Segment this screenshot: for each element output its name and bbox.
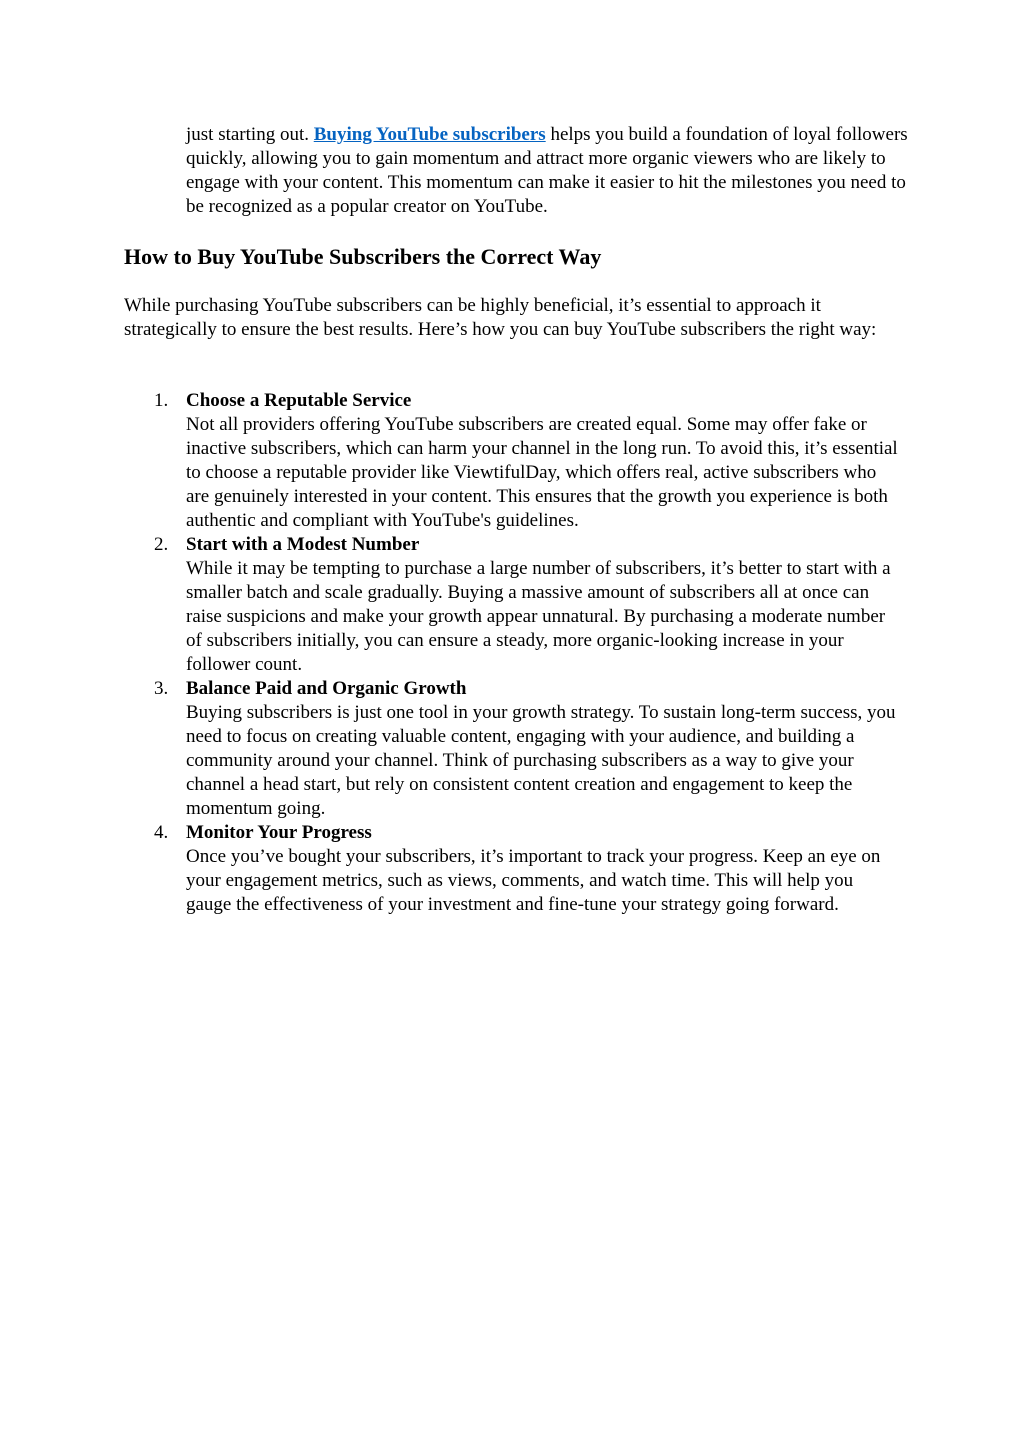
step-text: Not all providers offering YouTube subscribers are created equal. Some may offer fake or inactive subscribers, which can harm your channel in the long run. To avoid this, it’s essential to choose a reputable provider like ViewtifulDay, which offers real, active subscribers who are genuinely interested in your content. This ensures that the growth you experience is both authentic and compliant with YouTube's guidelines. — [186, 414, 898, 531]
step-title: Monitor Your Progress — [186, 822, 372, 843]
intro-lead-text: just starting out. — [186, 124, 314, 145]
list-item-step-4 — [124, 821, 924, 917]
step-text: Buying subscribers is just one tool in your growth strategy. To sustain long-term success, you need to focus on creating valuable content, engaging with your audience, and building a community around your channel. Think of purchasing subscribers as a way to give your channel a head start, but rely on consistent content creation and engagement to keep the momentum going. — [186, 702, 896, 819]
step-title: Balance Paid and Organic Growth — [186, 678, 467, 699]
intro-paragraph — [186, 123, 916, 219]
buying-youtube-subscribers-link[interactable]: Buying YouTube subscribers — [313, 124, 546, 145]
step-title: Choose a Reputable Service — [186, 390, 412, 411]
intro-rest-text: helps you build a foundation of loyal followers quickly, allowing you to gain momentum and attract more organic viewers who are likely to engage with your content. This momentum can make it easier to hit the milestones you need to be recognized as a popular creator on YouTube. — [186, 124, 908, 217]
section-lead-paragraph: While purchasing YouTube subscribers can be highly beneficial, it’s essential to approach it strategically to ensure the best results. Here’s how you can buy YouTube subscribers the right way: — [124, 295, 877, 340]
step-number: 3. — [154, 678, 169, 699]
steps-list — [124, 389, 924, 917]
list-item-step-2 — [124, 533, 924, 677]
step-text: While it may be tempting to purchase a large number of subscribers, it’s better to start with a smaller batch and scale gradually. Buying a massive amount of subscribers all at once can raise suspicions and make your growth appear unnatural. By purchasing a moderate number of subscribers initially, you can ensure a steady, more organic-looking increase in your follower count. — [186, 558, 891, 675]
step-number: 4. — [154, 822, 169, 843]
step-text: Once you’ve bought your subscribers, it’s important to track your progress. Keep an eye on your engagement metrics, such as views, comments, and watch time. This will help you gauge the effectiveness of your investment and fine-tune your strategy going forward. — [186, 846, 881, 915]
step-number: 2. — [154, 534, 169, 555]
list-item-step-3 — [124, 677, 924, 821]
step-title: Start with a Modest Number — [186, 534, 420, 555]
section-heading: How to Buy YouTube Subscribers the Correct Way — [124, 244, 602, 269]
step-number: 1. — [154, 390, 169, 411]
list-item-step-1 — [124, 389, 924, 533]
